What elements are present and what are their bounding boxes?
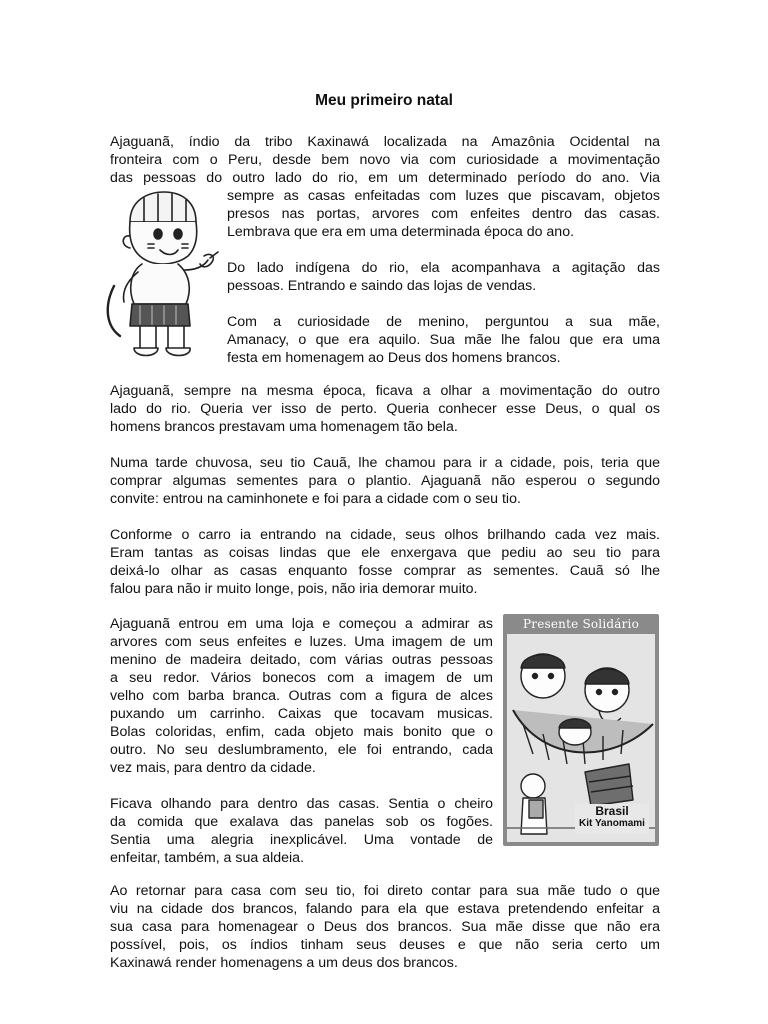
text-line: puxando um carrinho. Caixas que tocavam musicas.	[110, 706, 493, 722]
text-line: Kaxinawá render homenagens a um deus dos brancos.	[110, 955, 458, 971]
text-line: deixá-lo olhar as casas enquanto fosse comprar as sementes. Cauã só lhe	[110, 563, 660, 579]
paragraph-4	[110, 382, 660, 436]
paragraph-8	[110, 795, 493, 867]
text-line: Sentia uma alegria inexplicável. Uma vontade de	[110, 832, 493, 848]
text-line: sua casa para homenagear o Deus dos brancos. Sua mãe disse que não era	[110, 919, 660, 935]
text-line: Conforme o carro ia entrando na cidade, seus olhos brilhando cada vez mais.	[110, 527, 660, 543]
text-line: festa em homenagem ao Deus dos homens brancos.	[227, 350, 561, 366]
text-line: sempre as casas enfeitadas com luzes que piscavam, objetos	[227, 188, 660, 204]
text-line: convite: entrou na caminhonete e foi para a cidade com o seu tio.	[110, 491, 521, 507]
text-line: a seu redor. Vários bonecos com a imagem de um	[110, 670, 493, 686]
paragraph-2	[227, 259, 660, 295]
paragraph-7	[110, 615, 493, 777]
paragraph-9	[110, 882, 660, 972]
boy-drawing	[100, 186, 222, 366]
text-line: enfeitar, também, a sua aldeia.	[110, 850, 305, 866]
text-line: Lembrava que era em uma determinada época do ano.	[227, 224, 575, 240]
text-line: Amanacy, o que era aquilo. Sua mãe lhe falou que era uma	[227, 332, 660, 348]
text-line: menino de madeira deitado, com várias outras pessoas	[110, 652, 493, 668]
indigenous-boy-illustration	[100, 186, 222, 366]
text-line: Bolas coloridas, enfim, cada objeto mais bonito que o	[110, 724, 493, 740]
text-line: outro. No seu deslumbramento, ele foi entrando, cada	[110, 742, 493, 758]
poster-title: Presente Solidário	[523, 617, 639, 631]
text-line: Numa tarde chuvosa, seu tio Cauã, lhe chamou para ir a cidade, pois, teria que	[110, 455, 660, 471]
text-line: da comida que exalava das panelas sob os fogões.	[110, 814, 493, 830]
text-line: possível, pois, os índios tinham seus deuses e que não seria certo um	[110, 937, 660, 953]
text-line: comprar algumas sementes para o plantio. Ajaguanã não esperou o segundo	[110, 473, 660, 489]
paragraph-6	[110, 526, 660, 598]
text-line: Com a curiosidade de menino, perguntou a sua mãe,	[227, 314, 660, 330]
paragraph-5	[110, 454, 660, 508]
text-line: falou para não ir muito longe, pois, não iria demorar muito.	[110, 581, 478, 597]
text-line: Ajaguanã, índio da tribo Kaxinawá localizada na Amazônia Ocidental na	[110, 134, 660, 150]
text-line: vez mais, para dentro da cidade.	[110, 760, 316, 776]
text-line: pessoas. Entrando e saindo das lojas de vendas.	[227, 278, 537, 294]
paragraph-1-continued	[227, 187, 660, 241]
text-line: lado do rio. Queria ver isso de perto. Queria conhecer esse Deus, o qual os	[110, 401, 660, 417]
text-line: Ficava olhando para dentro das casas. Sentia o cheiro	[110, 796, 493, 812]
text-line: fronteira com o Peru, desde bem novo via com curiosidade a movimentação	[110, 152, 660, 168]
text-line: das pessoas do outro lado do rio, em um determinado período do ano. Via	[110, 170, 660, 186]
document-title: Meu primeiro natal	[315, 92, 453, 109]
text-line: Ajaguanã, sempre na mesma época, ficava a olhar a movimentação do outro	[110, 383, 660, 399]
text-line: velho com barba branca. Outras com a figura de alces	[110, 688, 493, 704]
text-line: presos nas portas, arvores com enfeites dentro das casas.	[227, 206, 660, 222]
text-line: arvores com seus enfeites e luzes. Uma imagem de um	[110, 634, 493, 650]
text-line: Do lado indígena do rio, ela acompanhava a agitação das	[227, 260, 660, 276]
poster-brand-kit: Kit Yanomami	[579, 818, 645, 829]
text-line: Ao retornar para casa com seu tio, foi direto contar para sua mãe tudo o que	[110, 883, 660, 899]
text-line: Eram tantas as coisas lindas que ele enxergava que pediu ao seu tio para	[110, 545, 660, 561]
poster-brand-label	[575, 804, 649, 834]
text-line: viu na cidade dos brancos, falando para ela que estava pretendendo enfeitar a	[110, 901, 660, 917]
paragraph-1	[110, 133, 660, 187]
text-line: homens brancos prestavam uma homenagem tão bela.	[110, 419, 458, 435]
paragraph-3	[227, 313, 660, 367]
presente-solidario-poster	[503, 614, 659, 846]
text-line: Ajaguanã entrou em uma loja e começou a admirar as	[110, 616, 493, 632]
poster-brand-country: Brasil	[595, 804, 629, 818]
